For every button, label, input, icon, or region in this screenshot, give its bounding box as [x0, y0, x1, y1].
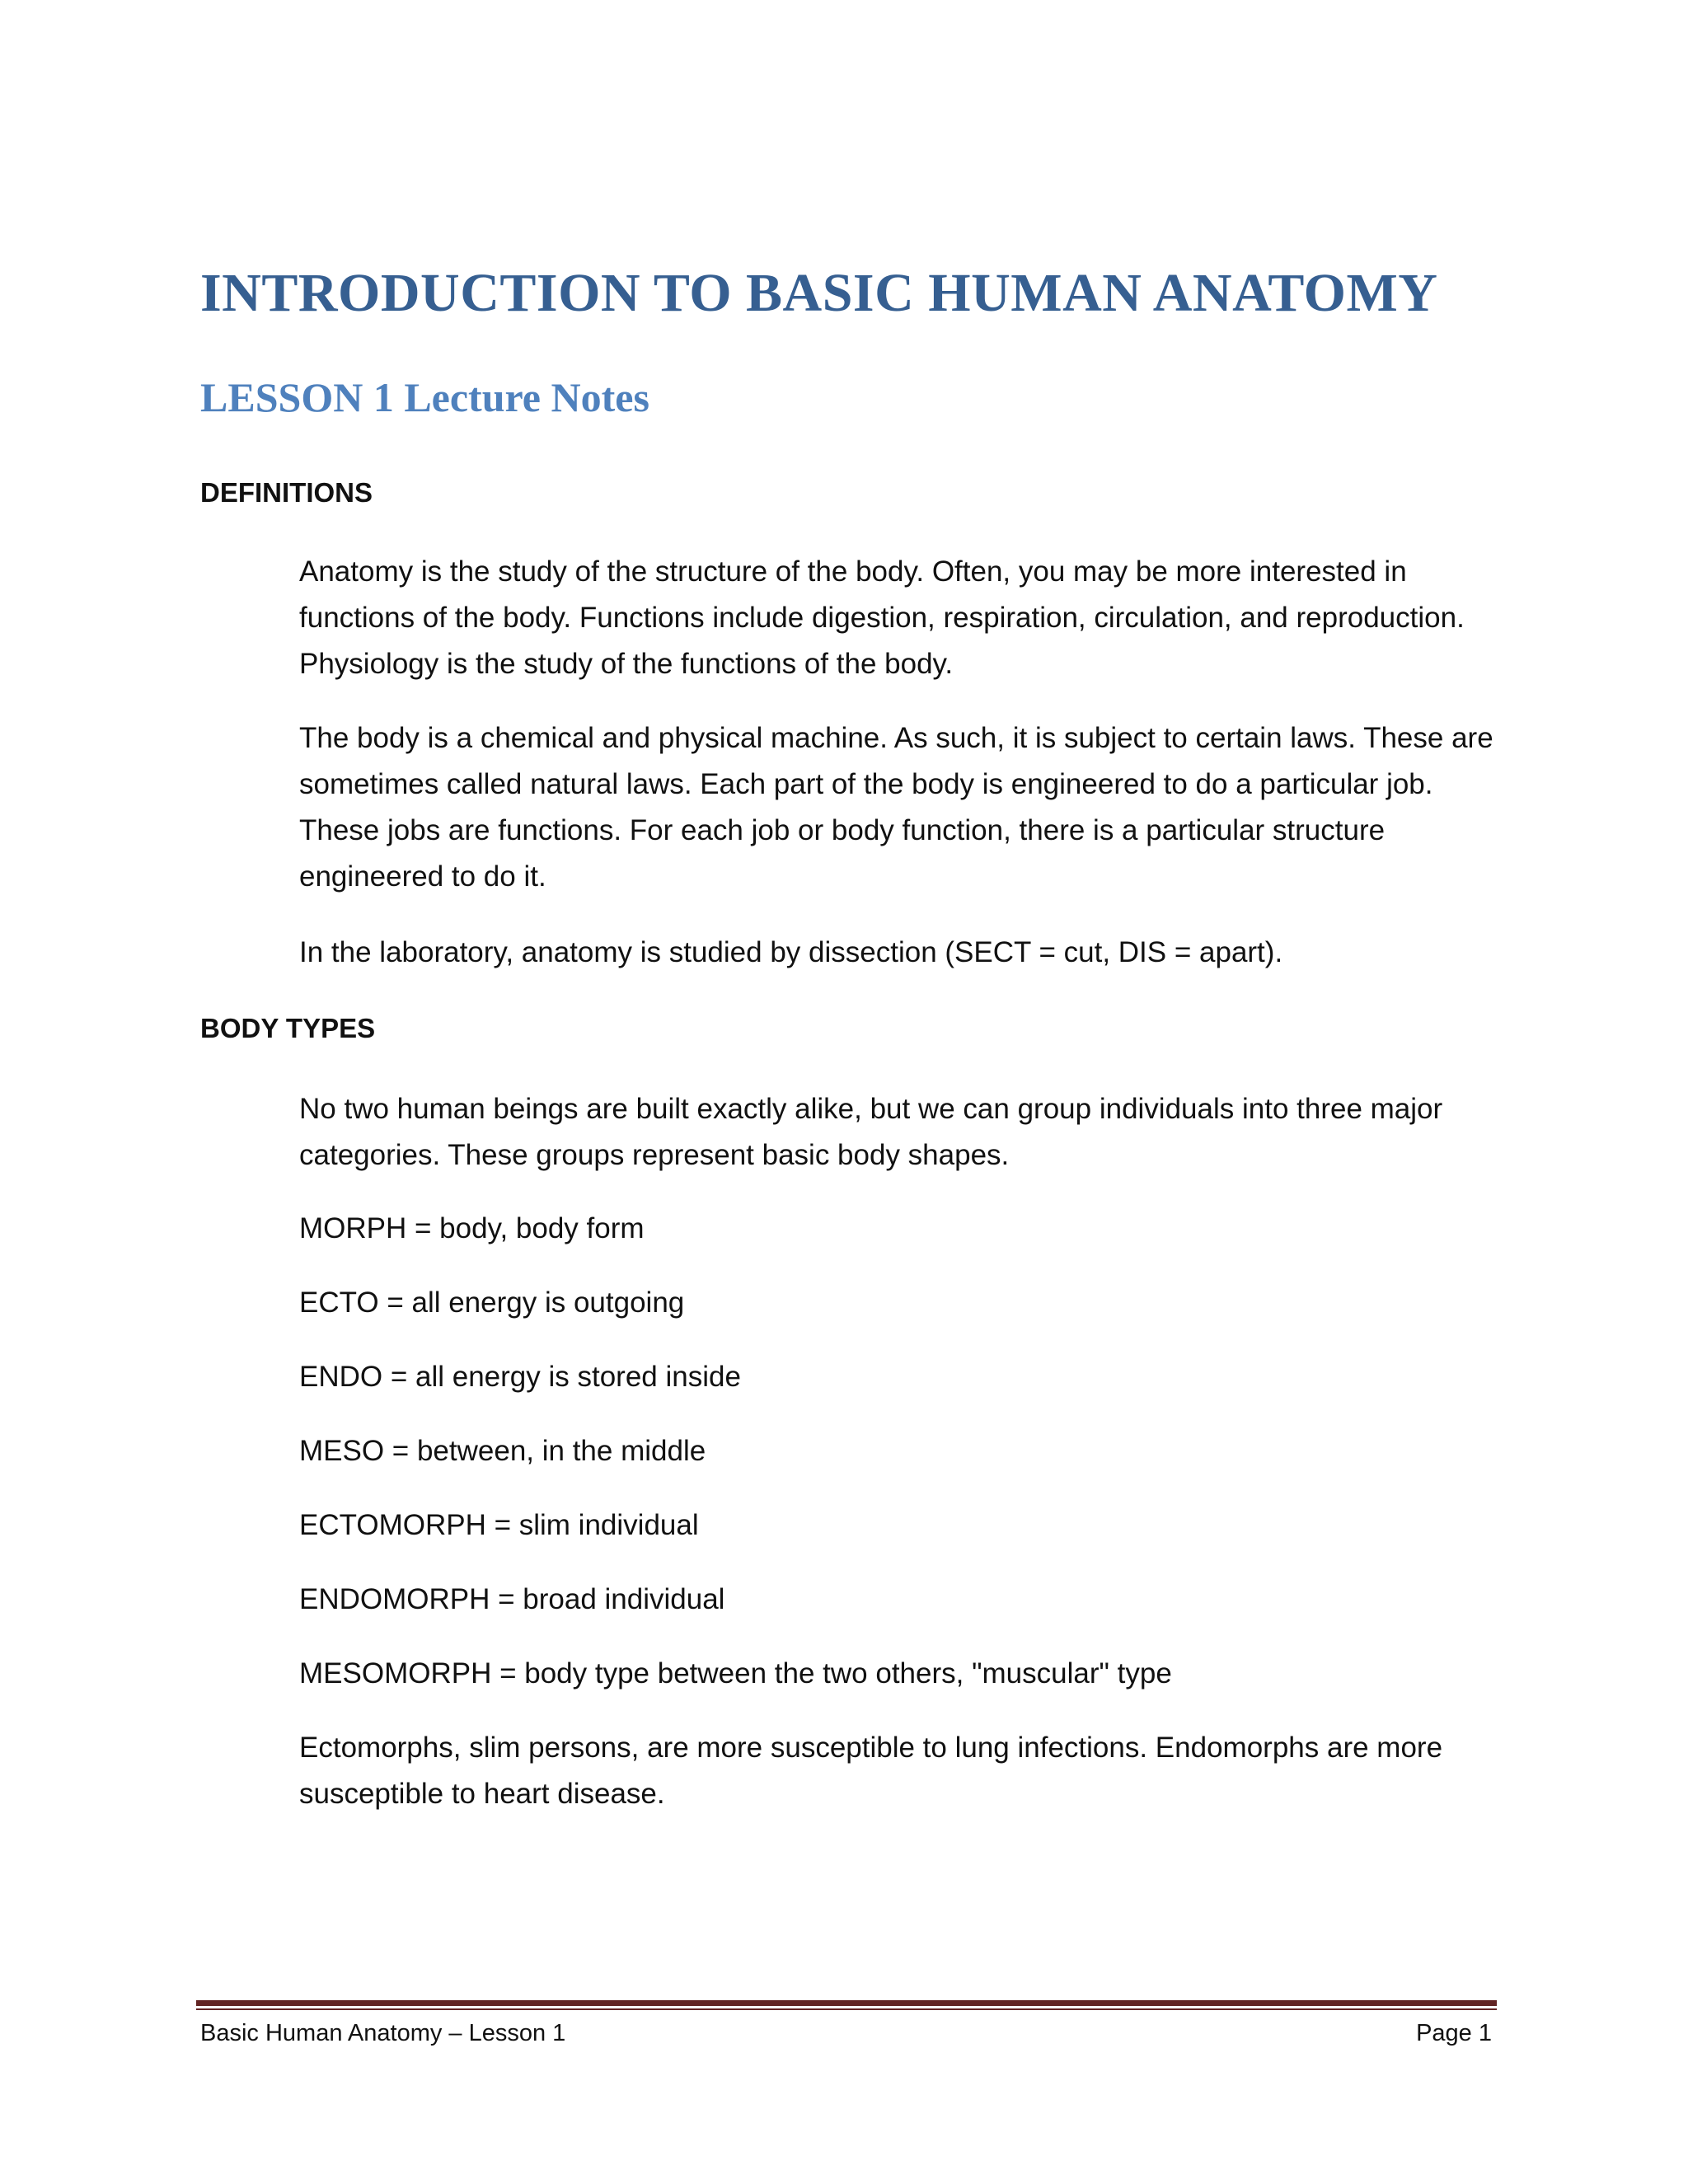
body-types-paragraph-susceptibility: [299, 1725, 1503, 1817]
paragraph-text: ENDO = all energy is stored inside: [299, 1361, 741, 1393]
body-types-definition-morph: [299, 1206, 1503, 1252]
paragraph-text: ECTOMORPH = slim individual: [299, 1509, 699, 1541]
paragraph-text: MESO = between, in the middle: [299, 1435, 706, 1467]
definitions-paragraph-3: [299, 930, 1503, 976]
footer-page-number: Page 1: [1416, 2020, 1492, 2046]
footer-divider-thin-line: [196, 2008, 1497, 2010]
document-subtitle: LESSON 1 Lecture Notes: [200, 374, 649, 420]
definitions-paragraph-1: [299, 549, 1503, 687]
body-types-definition-ectomorph: [299, 1502, 1503, 1549]
footer-document-label: Basic Human Anatomy – Lesson 1: [200, 2020, 566, 2046]
body-types-definition-endomorph: [299, 1577, 1503, 1623]
paragraph-text: Ectomorphs, slim persons, are more susceptible to lung infections. Endomorphs are more susceptible to heart disease.: [299, 1732, 1443, 1810]
document-title: INTRODUCTION TO BASIC HUMAN ANATOMY: [200, 263, 1438, 323]
paragraph-text: MESOMORPH = body type between the two others, "muscular" type: [299, 1657, 1172, 1690]
footer-divider-thick-line: [196, 2000, 1497, 2006]
paragraph-text: In the laboratory, anatomy is studied by dissection (SECT = cut, DIS = apart).: [299, 936, 1283, 968]
paragraph-text: Anatomy is the study of the structure of the body. Often, you may be more interested in functions of the body. Functions include digestion, respiration, circulation, and reproduction. Physiology is the study of the functions of the body.: [299, 555, 1465, 680]
paragraph-text: ECTO = all energy is outgoing: [299, 1286, 685, 1319]
body-types-paragraph-1: [299, 1086, 1503, 1179]
body-types-definition-ecto: [299, 1280, 1503, 1326]
definitions-paragraph-2: [299, 715, 1503, 900]
body-types-definition-endo: [299, 1354, 1503, 1400]
paragraph-text: MORPH = body, body form: [299, 1212, 645, 1244]
body-types-definition-mesomorph: [299, 1651, 1503, 1697]
footer-divider: [196, 2000, 1497, 2010]
section-heading-definitions: DEFINITIONS: [200, 477, 373, 508]
paragraph-text: The body is a chemical and physical machine. As such, it is subject to certain laws. These are sometimes called natural laws. Each part of the body is engineered to do a particular job. These jobs are functions. For each job or body function, there is a particular structure engineered to do it.: [299, 722, 1493, 893]
section-heading-body-types: BODY TYPES: [200, 1013, 376, 1043]
paragraph-text: ENDOMORPH = broad individual: [299, 1583, 725, 1615]
paragraph-text: No two human beings are built exactly alike, but we can group individuals into three major categories. These groups represent basic body shapes.: [299, 1093, 1443, 1171]
body-types-definition-meso: [299, 1428, 1503, 1474]
